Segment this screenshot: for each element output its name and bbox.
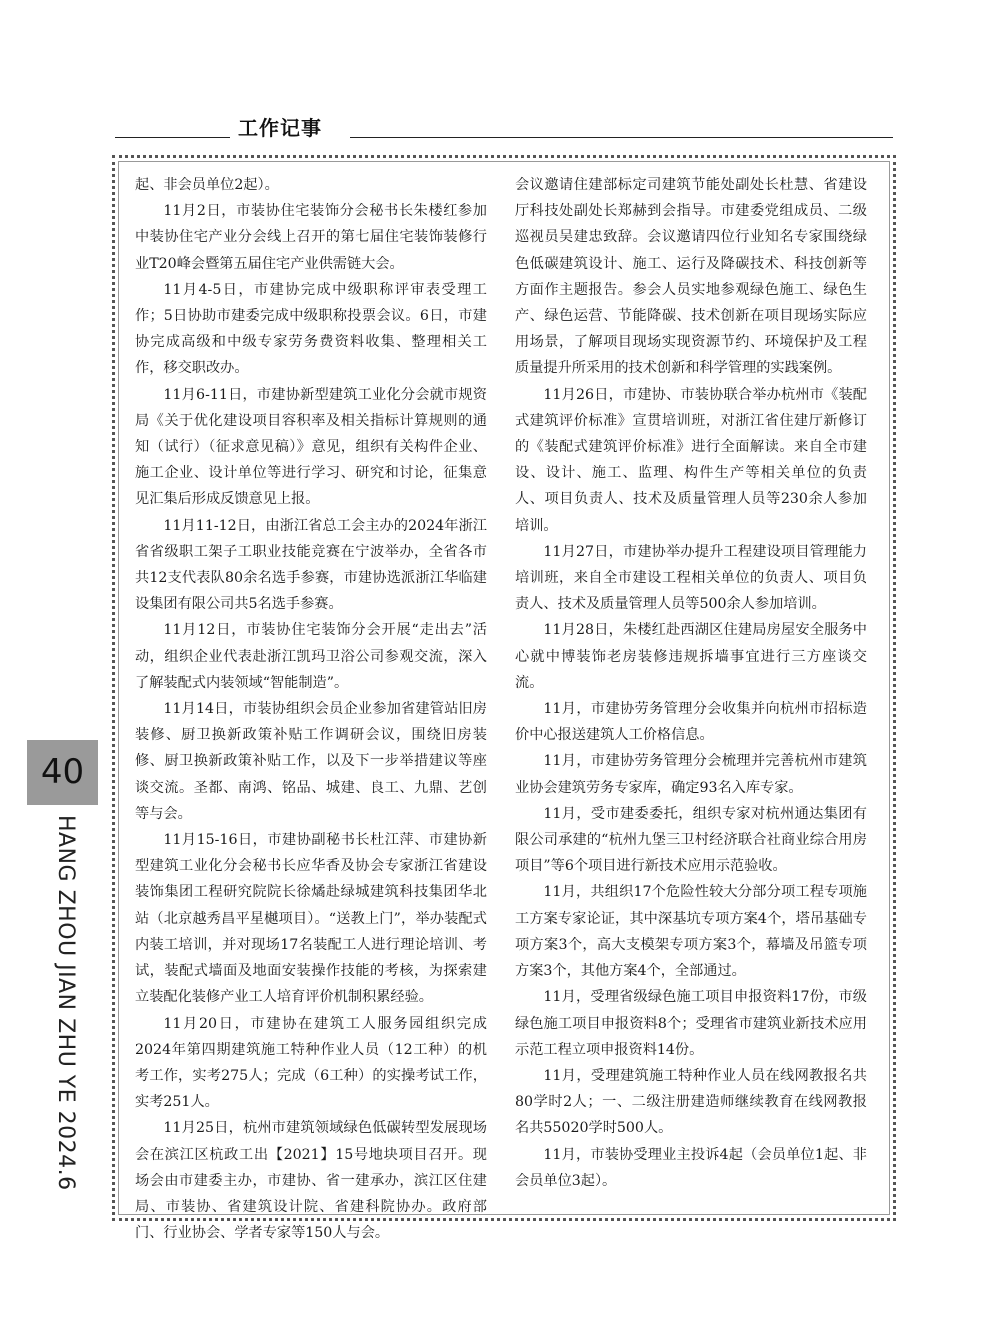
paragraph: 11月，市建协劳务管理分会收集并向杭州市招标造价中心报送建筑人工价格信息。 — [515, 701, 867, 744]
paragraph: 11月2日，市装协住宅装饰分会秘书长朱楼红参加中装协住宅产业分会线上召开的第七届住宅装饰装修行业T20峰会暨第五届住宅产业供需链大会。 — [135, 203, 487, 272]
page-number: 40 — [40, 752, 85, 792]
journal-name: HANG ZHOU JIAN ZHU YE 2024.6 — [53, 815, 78, 1191]
paragraph: 11月11-12日，由浙江省总工会主办的2024年浙江省省级职工架子工职业技能竞赛在宁波举办，全省各市共12支代表队80余名选手参赛，市建协选派浙江华临建设集团有限公司共5名选手参赛。 — [135, 517, 487, 613]
paragraph: 11月，受理建筑施工特种作业人员在线网教报名共80学时2人；一、二级注册建造师继续教育在线网教报名共55020学时500人。 — [515, 1067, 867, 1137]
section-title: 工作记事 — [238, 116, 322, 140]
header-rule-right — [350, 137, 893, 138]
paragraph: 11月，共组织17个危险性较大分部分项工程专项施工方案专家论证，其中深基坑专项方案4个，塔吊基础专项方案3个，高大支模架专项方案3个，幕墙及吊篮专项方案3个，其他方案4个，全部通过。 — [515, 884, 867, 980]
paragraph: 11月28日，朱楼红赴西湖区住建局房屋安全服务中心就中博装饰老房装修违规拆墙事宜进行三方座谈交流。 — [515, 622, 867, 691]
paragraph: 会议邀请住建部标定司建筑节能处副处长杜慧、省建设厅科技处副处长郑赫到会指导。市建委党组成员、二级巡视员吴建忠致辞。会议邀请四位行业知名专家围绕绿色低碳建筑设计、施工、运行及降碳技术、科技创新等方面作主题报告。参会人员实地参观绿色施工、绿色生产、绿色运营、节能降碳、技术创新在项目现场实际应用场景，了解项目现场实现资源节约、环境保护及工程质量提升所采用的技术创新和科学管理的实践案例。 — [515, 177, 867, 377]
paragraph: 11月4-5日，市建协完成中级职称评审表受理工作；5日协助市建委完成中级职称投票会议。6日，市建协完成高级和中级专家劳务费资料收集、整理相关工作，移交职改办。 — [135, 281, 487, 377]
header-rule-left — [115, 137, 230, 138]
paragraph: 11月6-11日，市建协新型建筑工业化分会就市规资局《关于优化建设项目容积率及相关指标计算规则的通知（试行）（征求意见稿）》意见，组织有关构件企业、施工企业、设计单位等进行学习、研究和讨论，征集意见汇集后形成反馈意见上报。 — [135, 386, 487, 508]
paragraph: 11月15-16日，市建协副秘书长杜江萍、市建协新型建筑工业化分会秘书长应华香及协会专家浙江省建设装饰集团工程研究院院长徐燏赴绿城建筑科技集团华北站（北京越秀昌平星樾项目）。“送教上门”，举办装配式内装工培训，并对现场17名装配工人进行理论培训、考试，装配式墙面及地面安装操作技能的考核，为探索建立装配化装修产业工人培育评价机制积累经验。 — [135, 832, 487, 1006]
paragraph: 11月，市建协劳务管理分会梳理并完善杭州市建筑业协会建筑劳务专家库，确定93名入库专家。 — [515, 753, 867, 796]
paragraph: 11月20日，市建协在建筑工人服务园组织完成2024年第四期建筑施工特种作业人员（12工种）的机考工作，实考275人；完成（6工种）的实操考试工作，实考251人。 — [135, 1015, 487, 1111]
paragraph: 11月27日，市建协举办提升工程建设项目管理能力培训班，来自全市建设工程相关单位的负责人、项目负责人、技术及质量管理人员等500余人参加培训。 — [515, 543, 867, 613]
left-column — [135, 172, 487, 1246]
paragraph: 11月，市装协受理业主投诉4起（会员单位1起、非会员单位3起）。 — [515, 1146, 867, 1189]
paragraph: 11月14日，市装协组织会员企业参加省建管站旧房装修、厨卫换新政策补贴工作调研会议，围绕旧房装修、厨卫换新政策补贴工作，以及下一步举措建议等座谈交流。圣都、南鸿、铭品、城建、良工、九鼎、艺创等与会。 — [135, 701, 487, 822]
paragraph: 11月12日，市装协住宅装饰分会开展“走出去”活动，组织企业代表赴浙江凯玛卫浴公司参观交流，深入了解装配式内装领域“智能制造”。 — [135, 622, 487, 691]
paragraph: 11月26日，市建协、市装协联合举办杭州市《装配式建筑评价标准》宣贯培训班，对浙江省住建厅新修订的《装配式建筑评价标准》进行全面解读。来自全市建设、设计、施工、监理、构件生产等相关单位的负责人、项目负责人、技术及质量管理人员等230余人参加培训。 — [515, 386, 867, 534]
paragraph: 起、非会员单位2起）。 — [135, 177, 279, 193]
paragraph: 11月，受市建委委托，组织专家对杭州通达集团有限公司承建的“杭州九堡三卫村经济联合社商业综合用房项目”等6个项目进行新技术应用示范验收。 — [515, 805, 867, 875]
right-column — [515, 172, 867, 1194]
paragraph: 11月，受理省级绿色施工项目申报资料17份，市级绿色施工项目申报资料8个；受理省市建筑业新技术应用示范工程立项申报资料14份。 — [515, 989, 867, 1058]
paragraph: 11月25日，杭州市建筑领域绿色低碳转型发展现场会在滨江区杭政工出【2021】15号地块项目召开。现场会由市建委主办，市建协、省一建承办，滨江区住建局、市装协、省建筑设计院、省建科院协办。政府部门、行业协会、学者专家等150人与会。 — [135, 1120, 487, 1242]
